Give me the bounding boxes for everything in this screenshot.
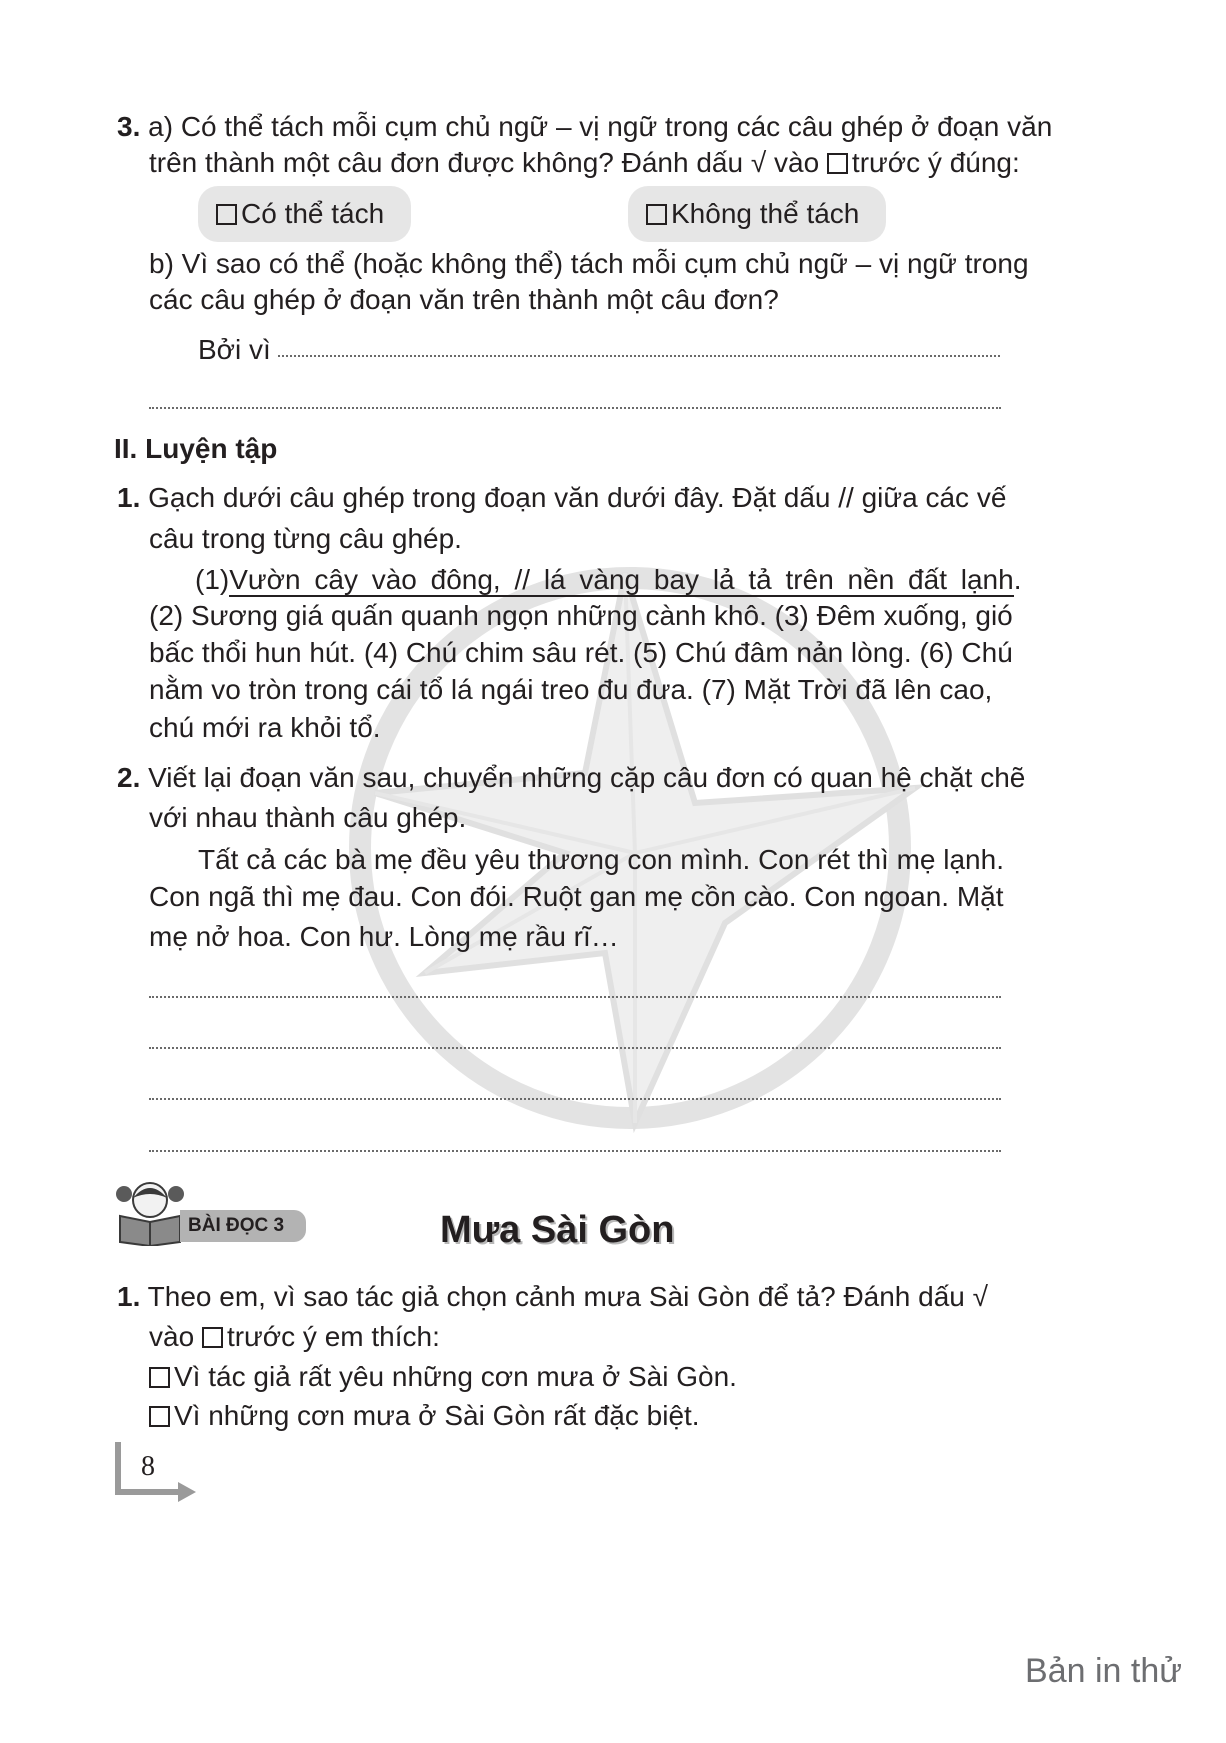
reading-option-1[interactable] — [149, 1360, 737, 1394]
lesson-badge-label: BÀI ĐỌC 3 — [188, 1215, 285, 1236]
option-label: Không thể tách — [671, 198, 860, 229]
question-3a-line1: a) Có thể tách mỗi cụm chủ ngữ – vị ngữ trong các câu ghép ở đoạn văn — [148, 111, 1053, 142]
answer-prefix: Bởi vì — [198, 334, 271, 365]
question-number: 1. — [117, 1281, 141, 1312]
practice-q2-line2: với nhau thành câu ghép. — [149, 802, 467, 833]
answer-line[interactable] — [149, 1098, 1001, 1100]
reading-q1-line2: vào — [149, 1321, 195, 1352]
passage-line: bấc thổi hun hút. (4) Chú chim sâu rét. (5) Chú đâm nản lòng. (6) Chú — [149, 637, 1013, 668]
answer-line[interactable] — [149, 407, 1001, 409]
reading-option-label: Vì tác giả rất yêu những cơn mưa ở Sài Gòn. — [174, 1361, 737, 1392]
question-number: 3. — [117, 111, 141, 142]
passage-line: chú mới ra khỏi tổ. — [149, 712, 381, 743]
question-number: 1. — [117, 482, 141, 513]
practice-q2-line1: Viết lại đoạn văn sau, chuyển những cặp câu đơn có quan hệ chặt chẽ — [148, 762, 1026, 793]
lesson-badge — [180, 1210, 306, 1242]
answer-line[interactable] — [278, 355, 1000, 357]
underlined-compound-sentence: Vườn cây vào đông, // lá vàng bay lả tả trên nền đất lạnh — [229, 564, 1014, 595]
reading-option-2[interactable] — [149, 1399, 700, 1433]
sentence-number: (1) — [195, 564, 230, 595]
checkbox-icon[interactable] — [149, 1367, 170, 1388]
checkbox-icon — [827, 153, 848, 174]
reading-q1-line2-end: trước ý em thích: — [226, 1321, 440, 1352]
answer-line[interactable] — [149, 1150, 1001, 1152]
question-3a-line2-end: trước ý đúng: — [851, 147, 1020, 178]
practice-q1-line1: Gạch dưới câu ghép trong đoạn văn dưới đây. Đặt dấu // giữa các vế — [148, 482, 1007, 513]
passage-line: (2) Sương giá quấn quanh ngọn những cành khô. (3) Đêm xuống, gió — [149, 600, 1013, 631]
passage-line: nằm vo tròn trong cái tổ lá ngái treo đu đưa. (7) Mặt Trời đã lên cao, — [149, 674, 993, 705]
reading-q1-line1: Theo em, vì sao tác giả chọn cảnh mưa Sài Gòn để tả? Đánh dấu √ — [147, 1281, 989, 1312]
reading-option-label: Vì những cơn mưa ở Sài Gòn rất đặc biệt. — [174, 1400, 700, 1431]
passage-line: Con ngã thì mẹ đau. Con đói. Ruột gan mẹ cồn cào. Con ngoan. Mặt — [149, 881, 1004, 912]
question-3b-line1: b) Vì sao có thể (hoặc không thể) tách mỗi cụm chủ ngữ – vị ngữ trong — [149, 248, 1029, 279]
draft-footer: Bản in thử — [1025, 1652, 1182, 1690]
option-label: Có thể tách — [241, 198, 385, 229]
practice-q1-line2: câu trong từng câu ghép. — [149, 523, 462, 554]
answer-line[interactable] — [149, 1047, 1001, 1049]
option-khong-the-tach[interactable] — [628, 186, 886, 242]
question-3a-line2: trên thành một câu đơn được không? Đánh dấu √ vào — [149, 147, 820, 178]
answer-line[interactable] — [149, 996, 1001, 998]
section-heading: II. Luyện tập — [114, 433, 278, 464]
option-co-the-tach[interactable] — [198, 186, 411, 242]
question-3b-line2: các câu ghép ở đoạn văn trên thành một câu đơn? — [149, 284, 779, 315]
period: . — [1013, 564, 1022, 595]
checkbox-icon[interactable] — [646, 204, 667, 225]
checkbox-icon[interactable] — [149, 1406, 170, 1427]
page-number: 8 — [141, 1451, 155, 1482]
page-corner-arrow-icon — [112, 1440, 202, 1510]
question-number: 2. — [117, 762, 141, 793]
passage-line: mẹ nở hoa. Con hư. Lòng mẹ rầu rĩ… — [149, 921, 619, 952]
checkbox-icon — [202, 1327, 223, 1348]
lesson-title: Mưa Sài Gòn — [440, 1209, 675, 1251]
checkbox-icon[interactable] — [216, 204, 237, 225]
passage-line: Tất cả các bà mẹ đều yêu thương con mình. Con rét thì mẹ lạnh. — [198, 844, 1004, 875]
